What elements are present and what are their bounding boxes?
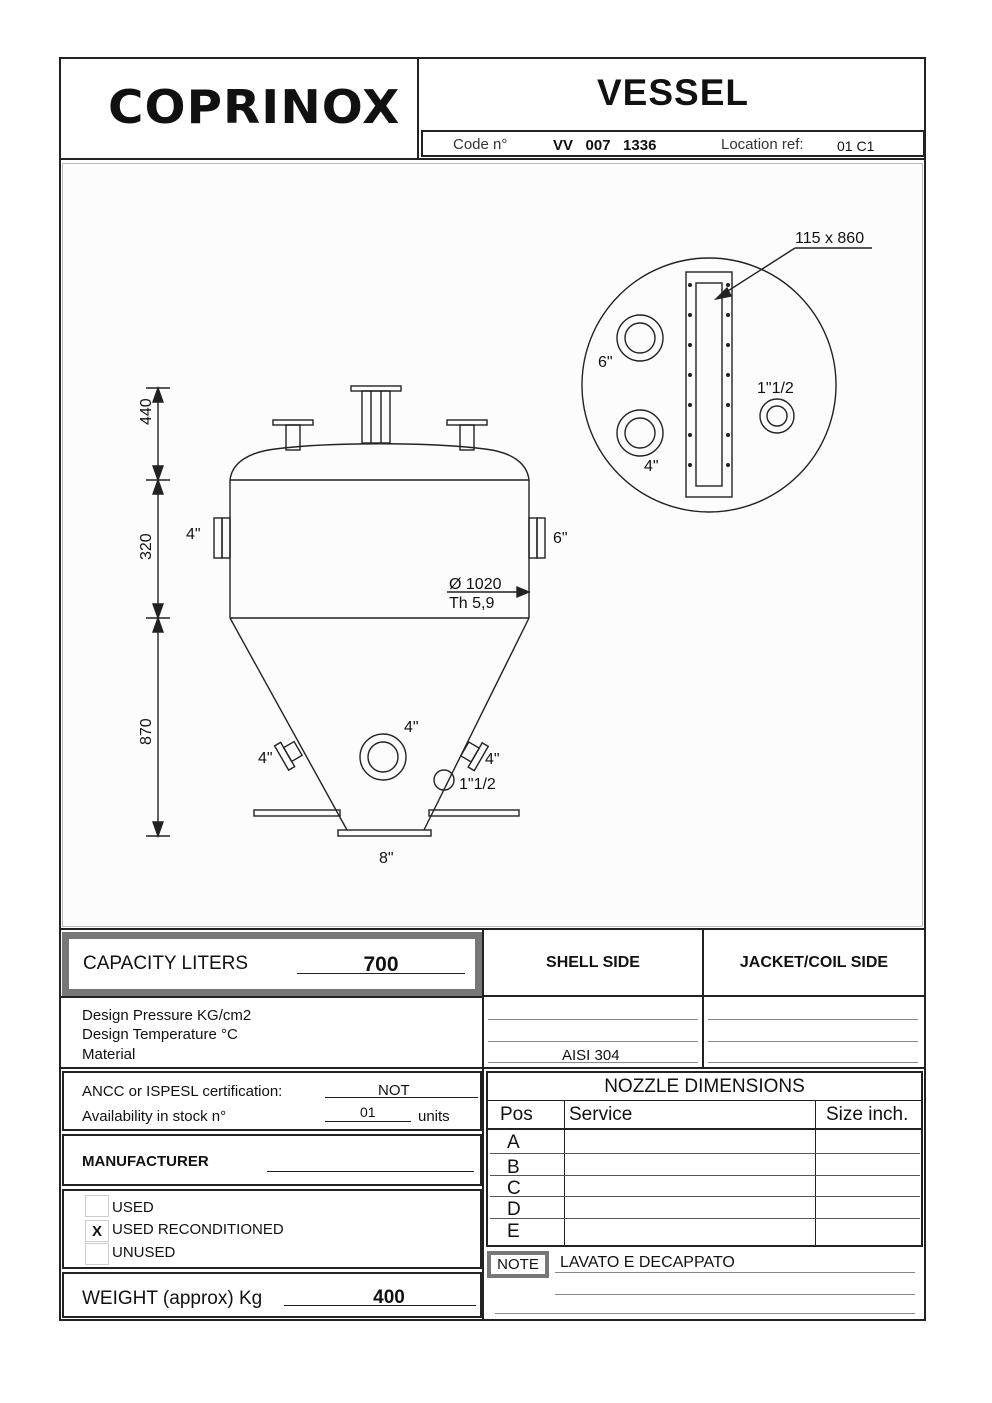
condition-unused-label: UNUSED <box>112 1244 176 1261</box>
jacket-side-header: JACKET/COIL SIDE <box>739 954 889 971</box>
nozzle-row-c: C <box>507 1178 521 1199</box>
material-label: Material <box>82 1046 136 1063</box>
label-outlet: 8" <box>379 850 394 867</box>
nozzle-col-divider-2 <box>815 1101 816 1245</box>
nozzle-col-size: Size inch. <box>826 1104 909 1125</box>
nozzle-header-line <box>486 1128 923 1130</box>
nozzle-title-line <box>486 1100 923 1101</box>
nozzle-row-line-2 <box>490 1175 920 1176</box>
coprinox-logo: COPRINOX <box>108 80 401 134</box>
label-cone-left: 4" <box>258 750 273 767</box>
location-label: Location ref: <box>721 136 804 153</box>
nozzle-row-line-1 <box>490 1153 920 1154</box>
certification-value: NOT <box>378 1082 410 1099</box>
label-cone-front: 4" <box>404 719 419 736</box>
manufacturer-underline <box>267 1171 474 1172</box>
label-cone-small: 1"1/2 <box>459 776 496 793</box>
nozzle-row-a: A <box>507 1132 520 1153</box>
note-line-2 <box>555 1294 915 1295</box>
table-top-line <box>59 928 926 930</box>
location-value: 01 C1 <box>837 138 875 154</box>
nozzle-col-pos: Pos <box>500 1104 533 1125</box>
label-top-112: 1"1/2 <box>757 380 794 397</box>
dim-870: 870 <box>138 718 155 745</box>
label-left-nozzle: 4" <box>186 526 201 543</box>
label-manhole: 115 x 860 <box>795 230 865 247</box>
code-label: Code n° <box>453 136 508 153</box>
design-temperature-label: Design Temperature °C <box>82 1026 238 1043</box>
note-label: NOTE <box>497 1256 539 1273</box>
material-value: AISI 304 <box>562 1047 620 1064</box>
nozzle-row-line-4 <box>490 1218 920 1219</box>
jacket-material-line <box>708 1062 918 1063</box>
weight-label: WEIGHT (approx) Kg <box>82 1288 263 1309</box>
nozzle-table-title: NOZZLE DIMENSIONS <box>604 1076 805 1097</box>
label-cone-right: 4" <box>485 751 500 768</box>
code-value: VV 007 1336 <box>553 137 657 154</box>
note-text: LAVATO E DECAPPATO <box>560 1254 735 1271</box>
shell-temp-line <box>488 1041 698 1042</box>
checkbox-reconditioned[interactable] <box>85 1220 109 1242</box>
condition-used-label: USED <box>112 1199 154 1216</box>
note-line-1 <box>555 1272 915 1273</box>
page-title: VESSEL <box>597 72 749 113</box>
stock-value: 01 <box>360 1104 376 1120</box>
dim-440: 440 <box>138 398 155 425</box>
checkbox-mark: X <box>91 1223 102 1240</box>
note-label-box <box>487 1251 549 1278</box>
nozzle-col-divider-1 <box>564 1101 565 1245</box>
nozzle-row-b: B <box>507 1157 520 1178</box>
capacity-value: 700 <box>363 953 399 976</box>
shell-pressure-line <box>488 1019 698 1020</box>
label-diameter: Ø 1020 <box>449 576 502 593</box>
checkbox-unused[interactable] <box>85 1243 109 1265</box>
sides-header-bottom <box>484 995 924 997</box>
label-thickness: Th 5,9 <box>449 595 495 612</box>
checkbox-used[interactable] <box>85 1195 109 1217</box>
dim-320: 320 <box>138 533 155 560</box>
certification-label: ANCC or ISPESL certification: <box>82 1083 283 1100</box>
manufacturer-label: MANUFACTURER <box>82 1153 209 1170</box>
capacity-label: CAPACITY LITERS <box>83 953 249 974</box>
label-right-nozzle: 6" <box>553 530 568 547</box>
note-line-3 <box>495 1313 915 1314</box>
shell-side-header: SHELL SIDE <box>546 954 640 971</box>
label-top-4: 4" <box>644 458 659 475</box>
design-bottom-line <box>59 1067 926 1069</box>
nozzle-row-e: E <box>507 1221 520 1242</box>
nozzle-col-service: Service <box>569 1104 633 1125</box>
sides-divider <box>702 930 704 1068</box>
nozzle-row-line-3 <box>490 1196 920 1197</box>
condition-reconditioned-label: USED RECONDITIONED <box>112 1221 284 1238</box>
jacket-pressure-line <box>708 1019 918 1020</box>
stock-underline <box>325 1121 411 1122</box>
weight-value: 400 <box>373 1287 405 1308</box>
stock-units: units <box>418 1108 450 1125</box>
table-center-divider <box>482 928 484 1321</box>
stock-label: Availability in stock n° <box>82 1108 227 1125</box>
label-top-6: 6" <box>598 354 613 371</box>
jacket-temp-line <box>708 1041 918 1042</box>
nozzle-row-d: D <box>507 1199 521 1220</box>
design-pressure-label: Design Pressure KG/cm2 <box>82 1007 252 1024</box>
capacity-bottom-line <box>59 996 483 998</box>
